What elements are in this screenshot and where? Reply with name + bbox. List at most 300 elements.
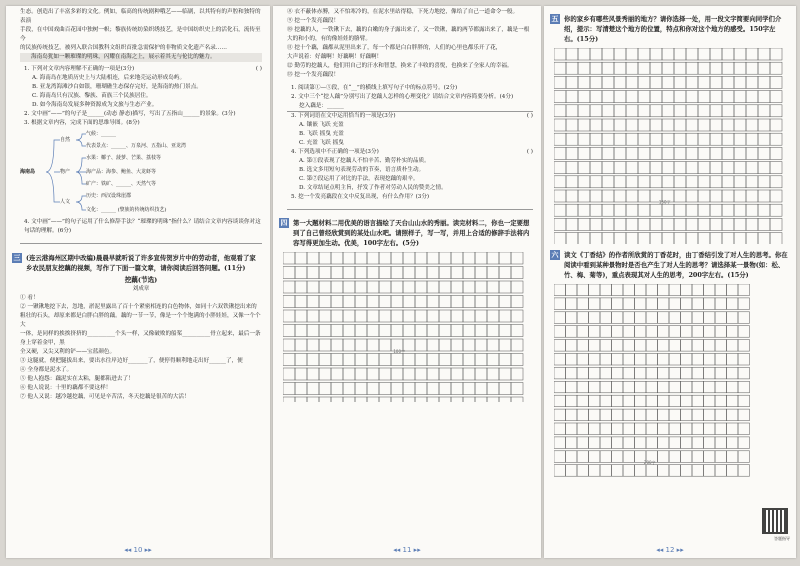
grid-cell[interactable]	[602, 76, 614, 88]
grid-cell[interactable]	[698, 218, 710, 230]
grid-cell[interactable]	[566, 298, 578, 310]
grid-cell[interactable]	[499, 339, 511, 351]
grid-cell[interactable]	[602, 133, 614, 145]
grid-cell[interactable]	[554, 76, 566, 88]
grid-cell[interactable]	[319, 325, 331, 337]
grid-cell[interactable]	[554, 162, 566, 174]
grid-cell[interactable]	[554, 233, 566, 244]
grid-cell[interactable]	[734, 162, 746, 174]
grid-cell[interactable]	[710, 147, 722, 159]
grid-cell[interactable]	[487, 310, 499, 322]
grid-cell[interactable]	[669, 381, 681, 393]
grid-cell[interactable]	[650, 48, 662, 60]
grid-cell[interactable]	[614, 218, 626, 230]
grid-cell[interactable]	[307, 368, 319, 380]
grid-cell[interactable]	[646, 409, 658, 421]
grid-cell[interactable]	[554, 381, 566, 393]
grid-cell[interactable]	[681, 354, 693, 366]
grid-cell[interactable]	[710, 233, 722, 244]
grid-cell[interactable]	[662, 105, 674, 117]
grid-cell[interactable]	[674, 91, 686, 103]
grid-cell[interactable]	[635, 298, 647, 310]
grid-cell[interactable]	[367, 368, 379, 380]
grid-cell[interactable]	[658, 395, 670, 407]
grid-cell[interactable]	[589, 395, 601, 407]
grid-cell[interactable]	[283, 281, 295, 293]
grid-cell[interactable]	[746, 48, 758, 60]
grid-cell[interactable]	[602, 147, 614, 159]
grid-cell[interactable]	[463, 339, 475, 351]
grid-cell[interactable]	[614, 105, 626, 117]
grid-cell[interactable]	[686, 190, 698, 202]
grid-cell[interactable]	[734, 204, 746, 216]
grid-cell[interactable]	[566, 218, 578, 230]
grid-cell[interactable]	[578, 218, 590, 230]
grid-cell[interactable]	[674, 133, 686, 145]
grid-cell[interactable]	[577, 451, 589, 463]
grid-cell[interactable]	[554, 312, 566, 324]
grid-cell[interactable]	[355, 252, 367, 264]
grid-cell[interactable]	[669, 340, 681, 352]
grid-cell[interactable]	[638, 190, 650, 202]
grid-cell[interactable]	[590, 105, 602, 117]
grid-cell[interactable]	[415, 397, 427, 402]
grid-cell[interactable]	[770, 119, 782, 131]
grid-cell[interactable]	[710, 133, 722, 145]
grid-cell[interactable]	[638, 204, 650, 216]
grid-cell[interactable]	[758, 119, 770, 131]
grid-cell[interactable]	[391, 368, 403, 380]
grid-cell[interactable]	[343, 267, 355, 279]
grid-cell[interactable]	[658, 354, 670, 366]
grid-cell[interactable]	[614, 48, 626, 60]
grid-cell[interactable]	[626, 119, 638, 131]
grid-cell[interactable]	[650, 62, 662, 74]
grid-cell[interactable]	[589, 284, 601, 296]
grid-cell[interactable]	[650, 91, 662, 103]
grid-cell[interactable]	[612, 340, 624, 352]
grid-cell[interactable]	[566, 119, 578, 131]
grid-cell[interactable]	[554, 218, 566, 230]
grid-cell[interactable]	[623, 354, 635, 366]
grid-cell[interactable]	[738, 395, 750, 407]
qr-code[interactable]	[762, 508, 788, 534]
grid-cell[interactable]	[578, 62, 590, 74]
grid-cell[interactable]	[367, 325, 379, 337]
grid-cell[interactable]	[715, 326, 727, 338]
grid-cell[interactable]	[662, 91, 674, 103]
grid-cell[interactable]	[623, 326, 635, 338]
writing-grid[interactable]	[283, 252, 541, 402]
grid-cell[interactable]	[715, 381, 727, 393]
grid-cell[interactable]	[602, 105, 614, 117]
grid-cell[interactable]	[674, 147, 686, 159]
grid-cell[interactable]	[626, 204, 638, 216]
grid-cell[interactable]	[391, 281, 403, 293]
grid-cell[interactable]	[722, 76, 734, 88]
answer-line[interactable]	[20, 236, 262, 244]
writing-grid[interactable]	[554, 284, 796, 480]
grid-cell[interactable]	[566, 133, 578, 145]
grid-cell[interactable]	[623, 423, 635, 435]
grid-cell[interactable]	[710, 190, 722, 202]
grid-cell[interactable]	[367, 339, 379, 351]
grid-cell[interactable]	[427, 252, 439, 264]
grid-cell[interactable]	[499, 310, 511, 322]
grid-cell[interactable]	[686, 162, 698, 174]
grid-cell[interactable]	[319, 252, 331, 264]
grid-cell[interactable]	[638, 119, 650, 131]
grid-cell[interactable]	[355, 368, 367, 380]
grid-cell[interactable]	[355, 383, 367, 395]
grid-cell[interactable]	[662, 133, 674, 145]
grid-cell[interactable]	[614, 162, 626, 174]
grid-cell[interactable]	[704, 284, 716, 296]
grid-cell[interactable]	[770, 76, 782, 88]
grid-cell[interactable]	[674, 119, 686, 131]
grid-cell[interactable]	[319, 267, 331, 279]
grid-cell[interactable]	[646, 298, 658, 310]
grid-cell[interactable]	[722, 190, 734, 202]
grid-cell[interactable]	[698, 76, 710, 88]
grid-cell[interactable]	[355, 354, 367, 366]
grid-cell[interactable]	[715, 465, 727, 477]
grid-cell[interactable]	[578, 147, 590, 159]
grid-cell[interactable]	[590, 233, 602, 244]
grid-cell[interactable]	[451, 325, 463, 337]
grid-cell[interactable]	[427, 281, 439, 293]
grid-cell[interactable]	[612, 465, 624, 477]
grid-cell[interactable]	[295, 397, 307, 402]
grid-cell[interactable]	[715, 409, 727, 421]
grid-cell[interactable]	[343, 383, 355, 395]
grid-cell[interactable]	[658, 326, 670, 338]
grid-cell[interactable]	[722, 133, 734, 145]
grid-cell[interactable]	[715, 451, 727, 463]
grid-cell[interactable]	[722, 218, 734, 230]
grid-cell[interactable]	[475, 252, 487, 264]
grid-cell[interactable]	[554, 204, 566, 216]
grid-cell[interactable]	[439, 354, 451, 366]
writing-grid-cells[interactable]	[283, 252, 533, 402]
grid-cell[interactable]	[475, 397, 487, 402]
grid-cell[interactable]	[650, 162, 662, 174]
grid-cell[interactable]	[722, 233, 734, 244]
grid-cell[interactable]	[307, 339, 319, 351]
grid-cell[interactable]	[614, 176, 626, 188]
grid-cell[interactable]	[770, 218, 782, 230]
grid-cell[interactable]	[331, 325, 343, 337]
grid-cell[interactable]	[331, 296, 343, 308]
grid-cell[interactable]	[487, 267, 499, 279]
grid-cell[interactable]	[554, 133, 566, 145]
grid-cell[interactable]	[439, 383, 451, 395]
grid-cell[interactable]	[590, 76, 602, 88]
grid-cell[interactable]	[686, 48, 698, 60]
grid-cell[interactable]	[612, 423, 624, 435]
answer-bracket[interactable]: ( )	[526, 149, 533, 155]
grid-cell[interactable]	[499, 397, 511, 402]
grid-cell[interactable]	[295, 267, 307, 279]
grid-cell[interactable]	[554, 409, 566, 421]
grid-cell[interactable]	[692, 298, 704, 310]
grid-cell[interactable]	[439, 397, 451, 402]
grid-cell[interactable]	[439, 281, 451, 293]
grid-cell[interactable]	[415, 368, 427, 380]
grid-cell[interactable]	[669, 326, 681, 338]
grid-cell[interactable]	[715, 340, 727, 352]
grid-cell[interactable]	[710, 119, 722, 131]
grid-cell[interactable]	[746, 176, 758, 188]
grid-cell[interactable]	[566, 76, 578, 88]
grid-cell[interactable]	[295, 354, 307, 366]
grid-cell[interactable]	[692, 437, 704, 449]
grid-cell[interactable]	[463, 296, 475, 308]
grid-cell[interactable]	[727, 423, 739, 435]
grid-cell[interactable]	[698, 62, 710, 74]
grid-cell[interactable]	[727, 367, 739, 379]
grid-cell[interactable]	[770, 204, 782, 216]
grid-cell[interactable]	[355, 339, 367, 351]
grid-cell[interactable]	[692, 381, 704, 393]
grid-cell[interactable]	[734, 190, 746, 202]
grid-cell[interactable]	[415, 296, 427, 308]
grid-cell[interactable]	[602, 48, 614, 60]
grid-cell[interactable]	[612, 367, 624, 379]
grid-cell[interactable]	[623, 381, 635, 393]
grid-cell[interactable]	[662, 119, 674, 131]
grid-cell[interactable]	[635, 465, 647, 477]
grid-cell[interactable]	[692, 465, 704, 477]
grid-cell[interactable]	[427, 267, 439, 279]
grid-cell[interactable]	[746, 105, 758, 117]
grid-cell[interactable]	[734, 147, 746, 159]
grid-cell[interactable]	[367, 296, 379, 308]
grid-cell[interactable]	[727, 381, 739, 393]
grid-cell[interactable]	[566, 409, 578, 421]
grid-cell[interactable]	[638, 233, 650, 244]
grid-cell[interactable]	[566, 465, 578, 477]
grid-cell[interactable]	[669, 284, 681, 296]
grid-cell[interactable]	[727, 451, 739, 463]
grid-cell[interactable]	[698, 133, 710, 145]
grid-cell[interactable]	[692, 340, 704, 352]
grid-cell[interactable]	[590, 204, 602, 216]
grid-cell[interactable]	[343, 354, 355, 366]
grid-cell[interactable]	[463, 354, 475, 366]
grid-cell[interactable]	[331, 267, 343, 279]
grid-cell[interactable]	[566, 284, 578, 296]
grid-cell[interactable]	[319, 310, 331, 322]
grid-cell[interactable]	[698, 233, 710, 244]
grid-cell[interactable]	[554, 105, 566, 117]
grid-cell[interactable]	[554, 284, 566, 296]
grid-cell[interactable]	[554, 367, 566, 379]
answer-bracket[interactable]: ( )	[255, 66, 262, 72]
grid-cell[interactable]	[451, 296, 463, 308]
grid-cell[interactable]	[379, 325, 391, 337]
grid-cell[interactable]	[319, 354, 331, 366]
grid-cell[interactable]	[566, 423, 578, 435]
grid-cell[interactable]	[614, 76, 626, 88]
grid-cell[interactable]	[451, 354, 463, 366]
grid-cell[interactable]	[746, 233, 758, 244]
grid-cell[interactable]	[427, 296, 439, 308]
grid-cell[interactable]	[698, 190, 710, 202]
grid-cell[interactable]	[600, 367, 612, 379]
grid-cell[interactable]	[379, 281, 391, 293]
grid-cell[interactable]	[612, 298, 624, 310]
grid-cell[interactable]	[566, 91, 578, 103]
grid-cell[interactable]	[511, 267, 523, 279]
grid-cell[interactable]	[710, 62, 722, 74]
grid-cell[interactable]	[295, 325, 307, 337]
grid-cell[interactable]	[307, 397, 319, 402]
answer-bracket[interactable]: ( )	[526, 113, 533, 119]
grid-cell[interactable]	[698, 176, 710, 188]
grid-cell[interactable]	[355, 267, 367, 279]
grid-cell[interactable]	[295, 296, 307, 308]
grid-cell[interactable]	[427, 310, 439, 322]
grid-cell[interactable]	[704, 465, 716, 477]
grid-cell[interactable]	[427, 354, 439, 366]
mind-map-leaf[interactable]: 气候：______	[86, 131, 117, 137]
grid-cell[interactable]	[758, 147, 770, 159]
grid-cell[interactable]	[681, 437, 693, 449]
grid-cell[interactable]	[674, 176, 686, 188]
grid-cell[interactable]	[602, 233, 614, 244]
grid-cell[interactable]	[566, 354, 578, 366]
grid-cell[interactable]	[692, 451, 704, 463]
grid-cell[interactable]	[577, 381, 589, 393]
grid-cell[interactable]	[577, 423, 589, 435]
grid-cell[interactable]	[738, 284, 750, 296]
grid-cell[interactable]	[770, 133, 782, 145]
grid-cell[interactable]	[499, 281, 511, 293]
grid-cell[interactable]	[734, 62, 746, 74]
grid-cell[interactable]	[554, 423, 566, 435]
grid-cell[interactable]	[590, 62, 602, 74]
grid-cell[interactable]	[727, 465, 739, 477]
grid-cell[interactable]	[451, 252, 463, 264]
grid-cell[interactable]	[331, 310, 343, 322]
grid-cell[interactable]	[307, 310, 319, 322]
grid-cell[interactable]	[674, 218, 686, 230]
grid-cell[interactable]	[658, 298, 670, 310]
grid-cell[interactable]	[758, 91, 770, 103]
grid-cell[interactable]	[554, 465, 566, 477]
grid-cell[interactable]	[427, 383, 439, 395]
grid-cell[interactable]	[578, 133, 590, 145]
grid-cell[interactable]	[635, 423, 647, 435]
grid-cell[interactable]	[614, 190, 626, 202]
grid-cell[interactable]	[367, 383, 379, 395]
grid-cell[interactable]	[403, 325, 415, 337]
grid-cell[interactable]	[710, 105, 722, 117]
grid-cell[interactable]	[577, 340, 589, 352]
grid-cell[interactable]	[658, 423, 670, 435]
grid-cell[interactable]	[589, 326, 601, 338]
grid-cell[interactable]	[738, 409, 750, 421]
answer-line[interactable]: 挖入藕是：______	[287, 102, 533, 112]
grid-cell[interactable]	[681, 340, 693, 352]
grid-cell[interactable]	[727, 354, 739, 366]
grid-cell[interactable]	[770, 233, 782, 244]
grid-cell[interactable]	[635, 437, 647, 449]
grid-cell[interactable]	[343, 296, 355, 308]
grid-cell[interactable]	[674, 233, 686, 244]
grid-cell[interactable]	[650, 233, 662, 244]
grid-cell[interactable]	[746, 62, 758, 74]
grid-cell[interactable]	[612, 354, 624, 366]
grid-cell[interactable]	[738, 312, 750, 324]
grid-cell[interactable]	[662, 147, 674, 159]
grid-cell[interactable]	[499, 296, 511, 308]
grid-cell[interactable]	[600, 423, 612, 435]
grid-cell[interactable]	[589, 465, 601, 477]
grid-cell[interactable]	[577, 312, 589, 324]
grid-cell[interactable]	[499, 354, 511, 366]
grid-cell[interactable]	[710, 204, 722, 216]
grid-cell[interactable]	[600, 409, 612, 421]
grid-cell[interactable]	[710, 91, 722, 103]
grid-cell[interactable]	[307, 281, 319, 293]
grid-cell[interactable]	[307, 252, 319, 264]
grid-cell[interactable]	[451, 383, 463, 395]
grid-cell[interactable]	[626, 48, 638, 60]
grid-cell[interactable]	[331, 383, 343, 395]
writing-grid-cells[interactable]	[554, 284, 754, 480]
grid-cell[interactable]	[715, 395, 727, 407]
grid-cell[interactable]	[566, 233, 578, 244]
grid-cell[interactable]	[698, 147, 710, 159]
grid-cell[interactable]	[681, 395, 693, 407]
grid-cell[interactable]	[715, 298, 727, 310]
grid-cell[interactable]	[710, 218, 722, 230]
grid-cell[interactable]	[427, 339, 439, 351]
grid-cell[interactable]	[578, 76, 590, 88]
grid-cell[interactable]	[331, 368, 343, 380]
grid-cell[interactable]	[590, 190, 602, 202]
grid-cell[interactable]	[746, 91, 758, 103]
grid-cell[interactable]	[499, 368, 511, 380]
grid-cell[interactable]	[722, 48, 734, 60]
grid-cell[interactable]	[698, 204, 710, 216]
grid-cell[interactable]	[566, 176, 578, 188]
grid-cell[interactable]	[379, 354, 391, 366]
grid-cell[interactable]	[487, 252, 499, 264]
grid-cell[interactable]	[758, 48, 770, 60]
grid-cell[interactable]	[577, 367, 589, 379]
grid-cell[interactable]	[662, 176, 674, 188]
grid-cell[interactable]	[738, 367, 750, 379]
grid-cell[interactable]	[600, 284, 612, 296]
grid-cell[interactable]	[566, 340, 578, 352]
grid-cell[interactable]	[612, 451, 624, 463]
grid-cell[interactable]	[602, 119, 614, 131]
grid-cell[interactable]	[499, 325, 511, 337]
grid-cell[interactable]	[669, 298, 681, 310]
grid-cell[interactable]	[614, 133, 626, 145]
grid-cell[interactable]	[681, 423, 693, 435]
grid-cell[interactable]	[463, 310, 475, 322]
grid-cell[interactable]	[367, 397, 379, 402]
grid-cell[interactable]	[722, 105, 734, 117]
grid-cell[interactable]	[403, 383, 415, 395]
grid-cell[interactable]	[589, 298, 601, 310]
grid-cell[interactable]	[578, 190, 590, 202]
grid-cell[interactable]	[554, 190, 566, 202]
